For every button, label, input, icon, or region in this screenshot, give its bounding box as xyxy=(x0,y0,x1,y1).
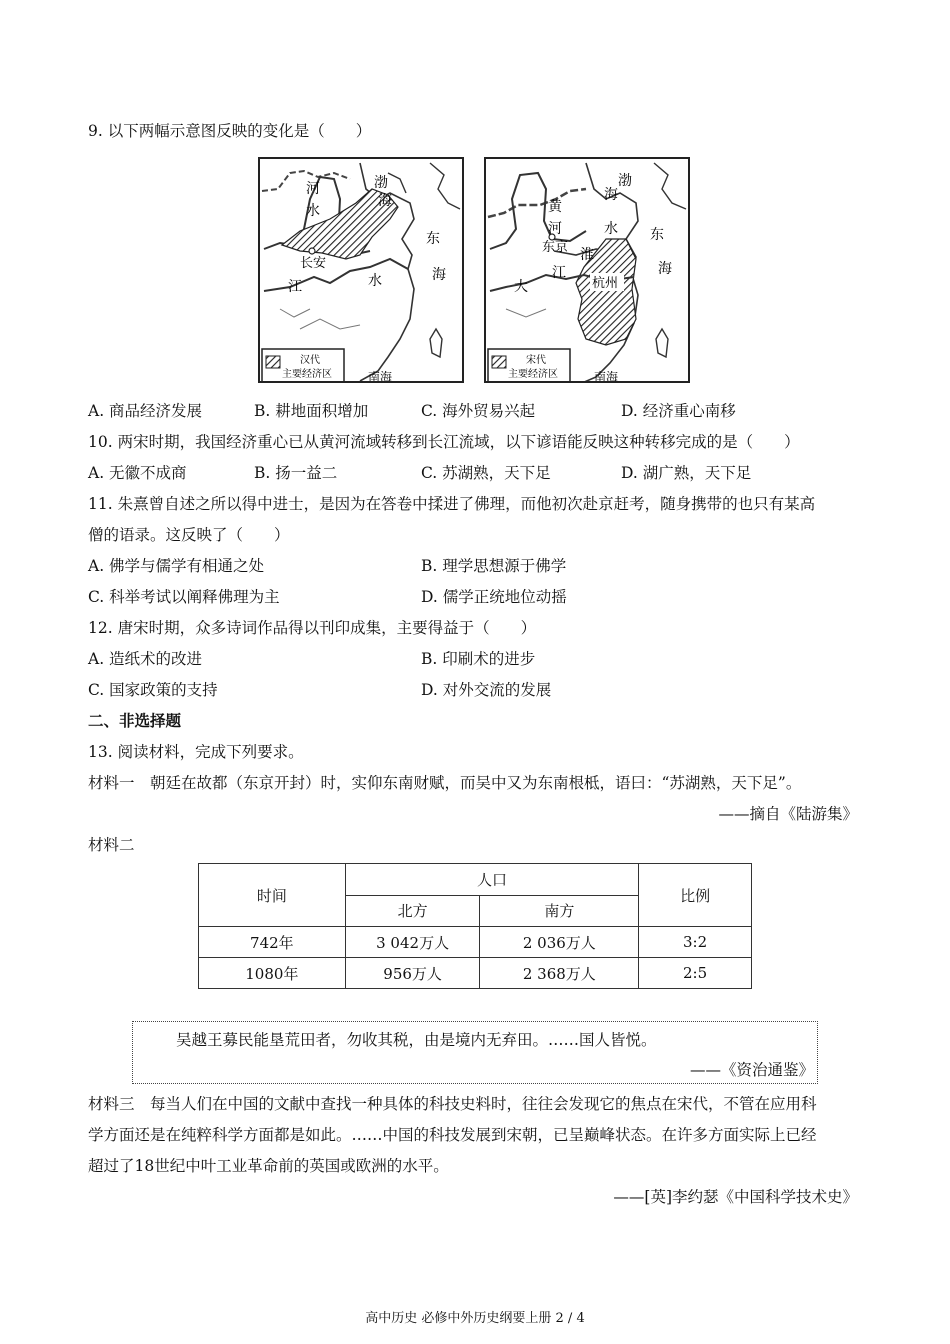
map-label: 淮 xyxy=(580,247,594,263)
q11-option-d[interactable]: D. 儒学正统地位动摇 xyxy=(421,588,567,606)
map-label: 大 xyxy=(514,279,528,295)
q10-option-b[interactable]: B. 扬一益二 xyxy=(254,464,338,482)
cell-north: 3 042万人 xyxy=(345,927,480,958)
map-label: 东 xyxy=(650,227,664,243)
map-label: 河 xyxy=(306,181,320,197)
q9-option-c[interactable]: C. 海外贸易兴起 xyxy=(421,402,536,420)
header-ratio: 比例 xyxy=(639,864,752,927)
page-footer: 高中历史 必修中外历史纲要上册 2 / 4 xyxy=(365,1311,585,1326)
material-2-label: 材料二 xyxy=(88,836,135,854)
header-south: 南方 xyxy=(480,895,639,927)
material-3-line3: 超过了18世纪中叶工业革命前的英国或欧洲的水平。 xyxy=(88,1157,449,1175)
cell-ratio: 2:5 xyxy=(639,958,752,989)
q12-option-a[interactable]: A. 造纸术的改进 xyxy=(88,650,203,668)
map-label: 水 xyxy=(604,221,618,237)
map-label: 东 xyxy=(426,231,440,247)
q9-option-a[interactable]: A. 商品经济发展 xyxy=(88,402,203,420)
cell-ratio: 3:2 xyxy=(639,927,752,958)
q10-stem: 10. 两宋时期，我国经济重心已从黄河流域转移到长江流域，以下谚语能反映这种转移完成的是（ ） xyxy=(88,433,800,451)
map-label: 南海 xyxy=(594,370,619,384)
map-label: 南海 xyxy=(368,370,393,384)
q13-stem: 13. 阅读材料，完成下列要求。 xyxy=(88,743,304,761)
q11-option-c[interactable]: C. 科举考试以阐释佛理为主 xyxy=(88,588,280,606)
map-label: 河 xyxy=(548,221,562,237)
q9-option-b[interactable]: B. 耕地面积增加 xyxy=(254,402,369,420)
section-title: 二、非选择题 xyxy=(88,711,182,730)
cell-north: 956万人 xyxy=(345,958,480,989)
legend-text: 主要经济区 xyxy=(508,369,558,380)
map-label: 海 xyxy=(658,261,672,277)
q10-option-a[interactable]: A. 无徽不成商 xyxy=(88,464,187,482)
cell-time: 742年 xyxy=(199,927,346,958)
map-label: 水 xyxy=(368,273,382,289)
q9-option-d[interactable]: D. 经济重心南移 xyxy=(621,402,736,420)
legend-text: 宋代 xyxy=(526,355,546,366)
q11-option-a[interactable]: A. 佛学与儒学有相通之处 xyxy=(88,557,265,575)
map-label: 江 xyxy=(288,279,302,295)
cell-south: 2 036万人 xyxy=(480,927,639,958)
q11-option-b[interactable]: B. 理学思想源于佛学 xyxy=(421,557,567,575)
material-3-source: ——[英]李约瑟《中国科学技术史》 xyxy=(613,1188,858,1206)
header-time: 时间 xyxy=(199,864,346,927)
q9-stem: 9. 以下两幅示意图反映的变化是（ ） xyxy=(88,122,372,140)
map-label: 渤 xyxy=(374,175,388,191)
map-label: 杭州 xyxy=(592,276,619,291)
map-label: 长安 xyxy=(300,256,327,271)
material-1-source: ——摘自《陆游集》 xyxy=(718,805,858,823)
legend-text: 主要经济区 xyxy=(282,369,332,380)
material-3-line1: 材料三 每当人们在中国的文献中查找一种具体的科技史料时，往往会发现它的焦点在宋代，不管在应用科 xyxy=(88,1095,817,1113)
map-label: 渤 xyxy=(618,173,632,189)
header-north: 北方 xyxy=(345,895,480,927)
cell-south: 2 368万人 xyxy=(480,958,639,989)
cell-time: 1080年 xyxy=(199,958,346,989)
quote-text: 吴越王募民能垦荒田者，勿收其税，由是境内无弃田。……国人皆悦。 xyxy=(176,1031,657,1049)
map-label: 海 xyxy=(432,267,446,283)
map-label: 水 xyxy=(306,203,320,219)
q12-option-c[interactable]: C. 国家政策的支持 xyxy=(88,681,218,699)
table-row xyxy=(199,927,752,958)
map-label: 海 xyxy=(378,193,392,209)
material-1-text: 材料一 朝廷在故都（东京开封）时，实仰东南财赋，而吴中又为东南根柢，语曰：“苏湖熟，天下足”。 xyxy=(88,774,802,792)
quote-source: ——《资治通鉴》 xyxy=(690,1061,815,1079)
q11-stem-line2: 僧的语录。这反映了（ ） xyxy=(88,526,290,544)
header-population: 人口 xyxy=(345,864,638,896)
material-3-line2: 学方面还是在纯粹科学方面都是如此。……中国的科技发展到宋朝，已呈巅峰状态。在许多方面实际上已经 xyxy=(88,1126,817,1144)
legend-text: 汉代 xyxy=(300,355,320,366)
q10-option-d[interactable]: D. 湖广熟，天下足 xyxy=(621,464,752,482)
map-label: 东京 xyxy=(542,240,569,255)
q12-stem: 12. 唐宋时期，众多诗词作品得以刊印成集，主要得益于（ ） xyxy=(88,619,537,637)
q12-option-d[interactable]: D. 对外交流的发展 xyxy=(421,681,552,699)
map-label: 黄 xyxy=(548,199,562,215)
population-table xyxy=(198,863,752,989)
map-label: 海 xyxy=(604,187,618,203)
q10-option-c[interactable]: C. 苏湖熟，天下足 xyxy=(421,464,551,482)
map-label: 江 xyxy=(552,265,566,281)
han-dynasty-map xyxy=(258,157,464,383)
table-row xyxy=(199,958,752,989)
q11-stem-line1: 11. 朱熹曾自述之所以得中进士，是因为在答卷中揉进了佛理，而他初次赴京赶考，随身携带的也只有某高 xyxy=(88,495,816,513)
q12-option-b[interactable]: B. 印刷术的进步 xyxy=(421,650,536,668)
song-dynasty-map xyxy=(484,157,690,383)
